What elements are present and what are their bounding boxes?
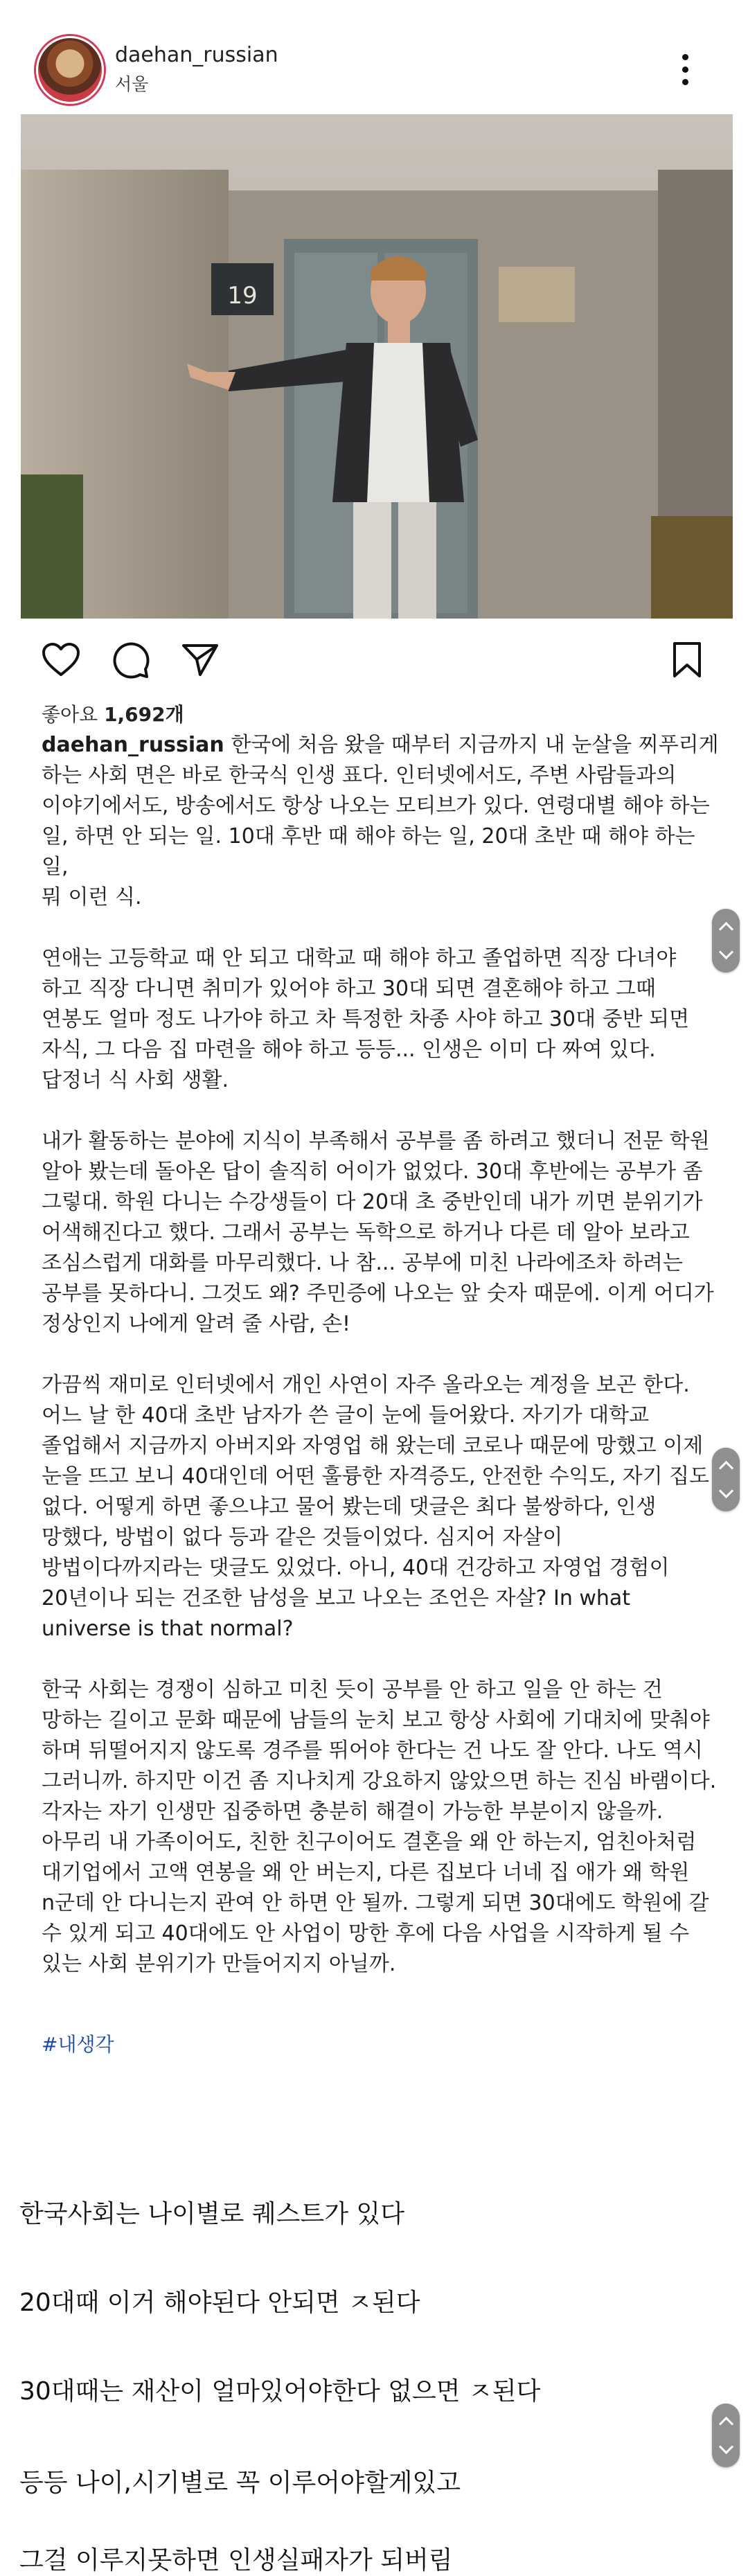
comment-line: 한국사회는 나이별로 퀘스트가 있다 — [19, 2200, 404, 2228]
caption-paragraph-2: 연애는 고등학교 때 안 되고 대학교 때 해야 하고 졸업하면 직장 다녀야 하고 직장 다니면 취미가 있어야 하고 30대 되면 결혼해야 하고 그때 연봉도 얼마 정도 나가야 하고 차 특정한 차종 사야 하고 30대 중반 되면 자식, 그 다음 집 마련을 해야 하고 등등... 인생은 이미 다 짜여 있다. 답정너 식 사회 생활. — [42, 946, 690, 1092]
hashtag-link[interactable]: #내생각 — [42, 2033, 114, 2056]
scroll-updown-icon[interactable] — [712, 909, 740, 972]
post-photo — [21, 114, 733, 619]
caption-paragraph-1 — [42, 730, 720, 913]
comment-icon[interactable] — [111, 641, 150, 679]
comment-line: 20대때 이거 해야된다 안되면 ㅈ된다 — [19, 2289, 420, 2317]
heart-icon[interactable] — [42, 643, 80, 677]
bookmark-icon[interactable] — [672, 641, 702, 679]
caption-username[interactable]: daehan_russian — [42, 733, 224, 757]
caption-text-1: 한국에 처음 왔을 때부터 지금까지 내 눈살을 찌푸리게 하는 사회 면은 바로 한국식 인생 표다. 인터넷에서도, 주변 사람들과의 이야기에서도, 방송에서도 항상 나오는 모티브가 있다. 연령대별 해야 하는 일, 하면 안 되는 일. 10대 후반 때 해야 하는 일, 20대 초반 때 해야 하는 일, 뭐 이런 식. — [42, 733, 719, 909]
post-header — [0, 0, 748, 104]
scroll-updown-icon[interactable] — [712, 1448, 740, 1511]
username[interactable]: daehan_russian — [115, 43, 278, 67]
scroll-updown-icon[interactable] — [712, 2404, 740, 2467]
comment-line: 그걸 이루지못하면 인생실패자가 되버림 — [19, 2546, 453, 2575]
caption-paragraph-4: 가끔씩 재미로 인터넷에서 개인 사연이 자주 올라오는 계정을 보곤 한다. 어느 날 한 40대 초반 남자가 쓴 글이 눈에 들어왔다. 자기가 대학교 졸업해서 지금까지 아버지와 자영업 해 왔는데 코로나 때문에 망했고 이제 눈을 뜨고 보니 40대인데 어떤 훌륭한 자격증도, 안전한 수익도, 자기 집도 없다. 어떻게 하면 좋으냐고 물어 봤는데 댓글은 최다 불쌍하다, 인생 망했다, 방법이 없다 등과 같은 것들이었다. 심지어 자살이 방법이다까지라는 댓글도 있었다. 아니, 40대 건강하고 자영업 경험이 20년이나 되는 건조한 남성을 보고 나오는 조언은 자살? In what universe is that normal? — [42, 1373, 710, 1641]
location[interactable]: 서울 — [115, 74, 149, 94]
likes-number: 1,692개 — [104, 703, 184, 726]
likes-label: 좋아요 — [42, 703, 98, 726]
send-icon[interactable] — [181, 643, 219, 677]
caption-paragraph-5: 한국 사회는 경쟁이 심하고 미친 듯이 공부를 안 하고 일을 안 하는 건 망하는 길이고 문화 때문에 남들의 눈치 보고 항상 사회에 기대치에 맞춰야 하며 뒤떨어지지 않도록 경주를 뛰어야 한다는 건 나도 잘 안다. 나도 역시 그러니까. 하지만 이건 좀 지나치게 강요하지 않았으면 하는 진심 바램이다. 각자는 자기 인생만 집중하면 충분히 해결이 가능한 부분이지 않을까. 아무리 내 가족이어도, 친한 친구이어도 결혼을 왜 안 하는지, 엄친아처럼 대기업에서 고액 연봉을 왜 안 버는지, 다른 집보다 너네 집 애가 왜 학원 n군데 안 다니는지 관여 안 하면 안 될까. 그렇게 되면 30대에도 학원에 갈 수 있게 되고 40대에도 안 사업이 망한 후에 다음 사업을 시작하게 될 수 있는 사회 분위기가 만들어지지 아닐까. — [42, 1678, 717, 1976]
likes-count[interactable] — [42, 700, 184, 727]
avatar[interactable] — [36, 36, 104, 104]
caption-paragraph-3: 내가 활동하는 분야에 지식이 부족해서 공부를 좀 하려고 했더니 전문 학원 알아 봤는데 돌아온 답이 솔직히 어이가 없었다. 30대 후반에는 공부가 좀 그렇대. 학원 다니는 수강생들이 다 20대 초 중반인데 내가 끼면 분위기가 어색해진다고 했다. 그래서 공부는 독학으로 하거나 다른 데 알아 보라고 조심스럽게 대화를 마무리했다. 나 참... 공부에 미친 나라에조차 하려는 공부를 못하다니. 그것도 왜? 주민증에 나오는 앞 숫자 때문에. 이게 어디가 정상인지 나에게 알려 줄 사람, 손! — [42, 1129, 714, 1336]
svg-text:19: 19 — [227, 282, 258, 310]
comment-line: 등등 나이,시기별로 꼭 이루어야할게있고 — [19, 2469, 461, 2497]
post-caption — [42, 730, 720, 2010]
more-vertical-icon[interactable] — [680, 54, 690, 93]
comment-line: 30대때는 재산이 얼마있어야한다 없으면 ㅈ된다 — [19, 2377, 541, 2406]
